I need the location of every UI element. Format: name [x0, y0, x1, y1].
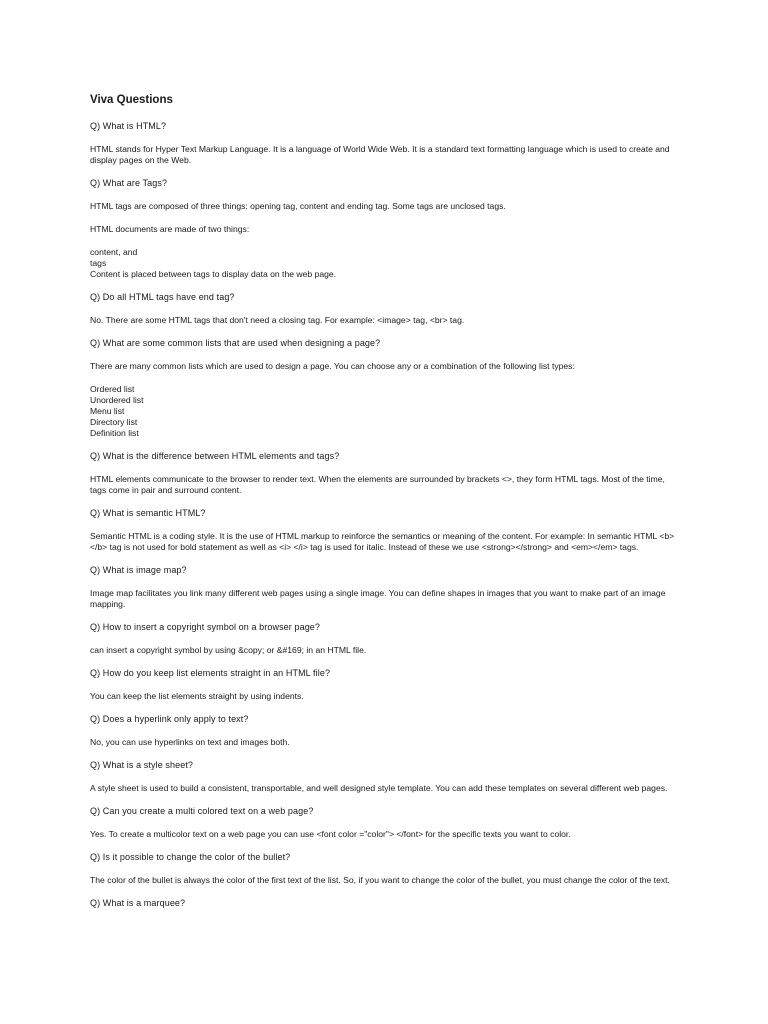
question: Q) Can you create a multi colored text on a web page?	[90, 806, 314, 816]
question: Q) What is HTML?	[90, 121, 167, 131]
list-item: Ordered list	[90, 384, 135, 394]
question: Q) What is semantic HTML?	[90, 508, 206, 518]
list-item: Definition list	[90, 428, 139, 438]
question: Q) How do you keep list elements straight in an HTML file?	[90, 668, 331, 678]
list-item: tags	[90, 258, 107, 268]
answer: No, you can use hyperlinks on text and images both.	[90, 737, 290, 747]
question: Q) How to insert a copyright symbol on a browser page?	[90, 622, 321, 632]
answer: Yes. To create a multicolor text on a web page you can use <font color ="color"> </font> for the specific texts you want to color.	[90, 829, 571, 839]
answer: Image map facilitates you link many different web pages using a single image. You can define shapes in images that you want to make part of an image mapping.	[90, 588, 666, 609]
answer: can insert a copyright symbol by using &copy; or &#169; in an HTML file.	[90, 645, 367, 655]
question: Q) What is the difference between HTML elements and tags?	[90, 451, 340, 461]
question: Q) Do all HTML tags have end tag?	[90, 292, 235, 302]
question: Q) What is image map?	[90, 565, 187, 575]
answer: A style sheet is used to build a consistent, transportable, and well designed style template. You can add these templates on several different web pages.	[90, 783, 668, 793]
answer-list	[90, 384, 680, 439]
answer: HTML tags are composed of three things: opening tag, content and ending tag. Some tags are unclosed tags.	[90, 201, 506, 211]
answer: The color of the bullet is always the color of the first text of the list. So, if you want to change the color of the bullet, you must change the color of the text.	[90, 875, 670, 885]
answer: There are many common lists which are used to design a page. You can choose any or a combination of the following list types:	[90, 361, 575, 371]
question: Q) What is a marquee?	[90, 898, 186, 908]
answer: No. There are some HTML tags that don't need a closing tag. For example: <image> tag, <br> tag.	[90, 315, 465, 325]
question: Q) What are some common lists that are used when designing a page?	[90, 338, 381, 348]
answer: HTML documents are made of two things:	[90, 224, 250, 234]
list-item: Menu list	[90, 406, 125, 416]
answer: Semantic HTML is a coding style. It is the use of HTML markup to reinforce the semantics or meaning of the content. For example: In semantic HTML <b> </b> tag is not used for bold statement as well as <i> </i> tag is used for italic. Instead of these we use <strong></strong> and <em></em> tags.	[90, 531, 675, 552]
question: Q) Is it possible to change the color of the bullet?	[90, 852, 291, 862]
document-page	[90, 93, 680, 909]
page-title: Viva Questions	[90, 94, 173, 106]
list-item: Directory list	[90, 417, 138, 427]
answer: HTML elements communicate to the browser to render text. When the elements are surrounded by brackets <>, they form HTML tags. Most of the time, tags come in pair and surround content.	[90, 474, 665, 495]
question: Q) What is a style sheet?	[90, 760, 194, 770]
list-item: Unordered list	[90, 395, 144, 405]
list-item: Content is placed between tags to display data on the web page.	[90, 269, 337, 279]
list-item: content, and	[90, 247, 138, 257]
question: Q) Does a hyperlink only apply to text?	[90, 714, 249, 724]
answer: HTML stands for Hyper Text Markup Language. It is a language of World Wide Web. It is a standard text formatting language which is used to create and display pages on the Web.	[90, 144, 670, 165]
answer-list	[90, 247, 680, 280]
answer: You can keep the list elements straight by using indents.	[90, 691, 304, 701]
question: Q) What are Tags?	[90, 178, 168, 188]
